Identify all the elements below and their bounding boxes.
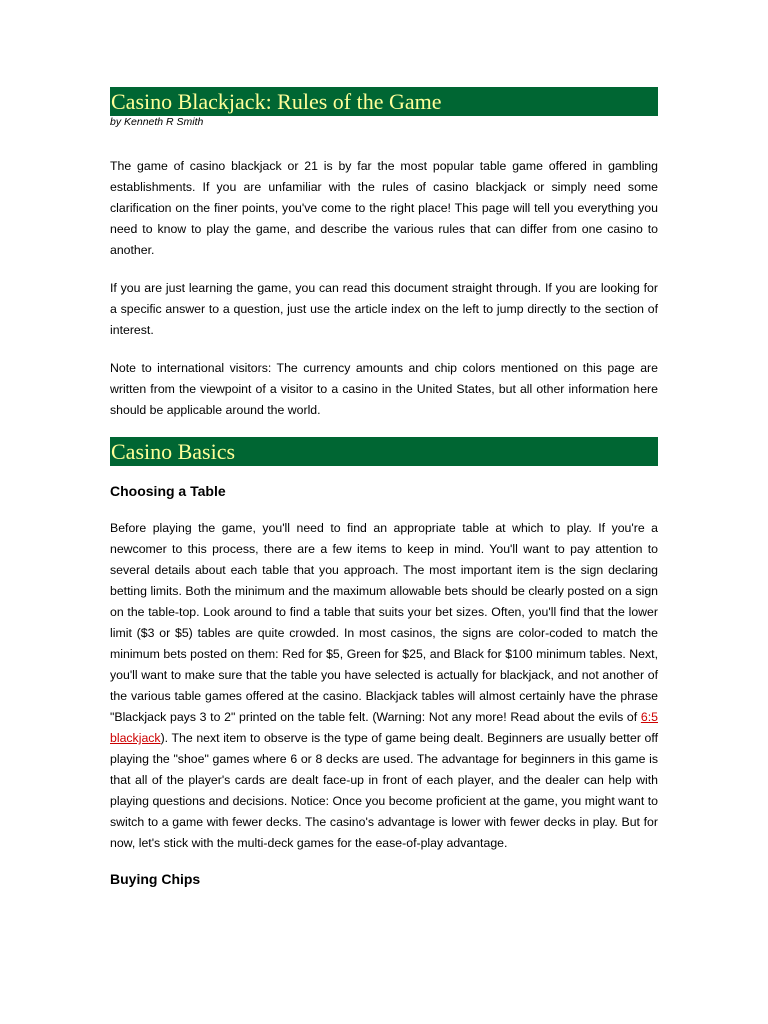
article-title: Casino Blackjack: Rules of the Game [111,89,442,114]
link-6-5-blackjack[interactable]: 6:5 blackjack [110,710,658,745]
author-byline: by Kenneth R Smith [110,116,204,128]
subheading-choosing-a-table: Choosing a Table [110,483,226,499]
section-title: Casino Basics [111,439,236,464]
section-title-banner [110,437,658,466]
intro-paragraph-2: If you are just learning the game, you can read this document straight through. If you are looking for a specific answer to a question, just use the article index on the left to jump directly to the section of interest. [110,281,658,337]
article-title-banner [110,87,658,116]
choosing-table-text-after-link: ). The next item to observe is the type of game being dealt. Beginners are usually better off playing the "shoe" games where 6 or 8 decks are used. The advantage for beginners in this game is that all of the player's cards are dealt face-up in front of each player, and the dealer can help with playing questions and decisions. Notice: Once you become proficient at the game, you might want to switch to a game with fewer decks. The casino's advantage is lower with fewer decks in play. But for now, let's stick with the multi-deck games for the ease-of-play advantage. [110,731,658,850]
choosing-table-paragraph [110,518,658,854]
intro-paragraph-1: The game of casino blackjack or 21 is by far the most popular table game offered in gambling establishments. If you are unfamiliar with the rules of casino blackjack or simply need some clarification on the finer points, you've come to the right place! This page will tell you everything you need to know to play the game, and describe the various rules that can differ from one casino to another. [110,159,658,257]
article [110,87,658,888]
choosing-table-text-before-link: Before playing the game, you'll need to find an appropriate table at which to play. If you're a newcomer to this process, there are a few items to keep in mind. You'll want to pay attention to several details about each table that you approach. The most important item is the sign declaring betting limits. Both the minimum and the maximum allowable bets should be clearly posted on a sign on the table-top. Look around to find a table that suits your bet sizes. Often, you'll find that the lower limit ($3 or $5) tables are quite crowded. In most casinos, the signs are color-coded to match the minimum bets posted on them: Red for $5, Green for $25, and Black for $100 minimum tables. Next, you'll want to make sure that the table you have selected is actually for blackjack, and not another of the various table games offered at the casino. Blackjack tables will almost certainly have the phrase "Blackjack pays 3 to 2" printed on the table felt. (Warning: Not any more! Read about the evils of [110,521,658,724]
subheading-buying-chips: Buying Chips [110,871,201,887]
intro-paragraph-3: Note to international visitors: The currency amounts and chip colors mentioned on this page are written from the viewpoint of a visitor to a casino in the United States, but all other information here should be applicable around the world. [110,361,658,417]
